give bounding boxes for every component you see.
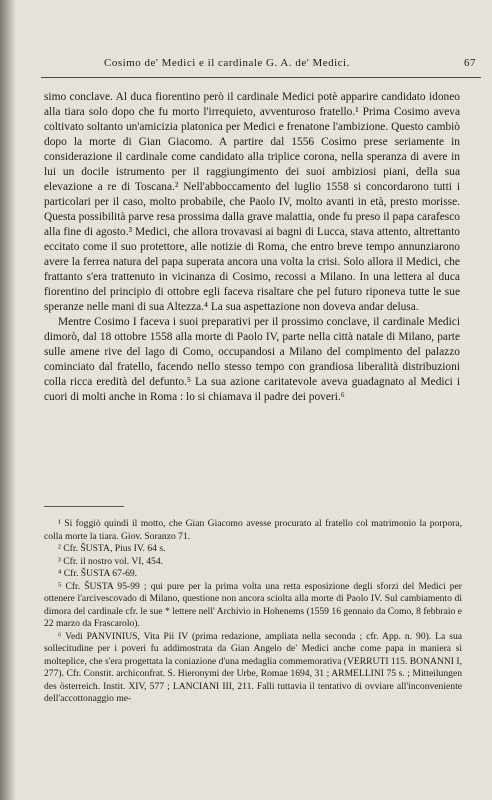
paragraph: simo conclave. Al duca fiorentino però il cardinale Medici potè apparire candidato idoneo alla tiara solo dopo che fu morto l'irrequieto, avventuroso fratello.¹ Prima Cosimo aveva coltivato soltanto un'amicizia platonica per Medici e frenatone l'ambizione. Questo cambiò dopo la morte di Gian Giacomo. A partire dal 1556 Cosimo prese seriamente in considerazione il cardinale come candidato alla triplice corona, nella speranza di avere in lui un docile istrumento per il raggiungimento dei suoi ambiziosi piani, della sua elevazione a re di Toscana.² Nell'abboccamento del luglio 1558 si concordarono tutti i particolari per il caso, molto probabile, che Paolo IV, molto avanti in età, presto morisse. Questa possibilità parve resa prossima dalla grave malattia, onde fu preso il papa carafesco alla fine di agosto.³ Medici, che allora trovavasi ai bagni di Lucca, stava attento, altrettanto eccitato come il suo protettore, alle notizie di Roma, che entro breve tempo annunziarono avere la ferrea natura del papa superata ancora una volta la crisi. Solo allora il Medici, che frattanto s'era trattenuto in vicinanza di Cosimo, recossi a Milano. In una lettera al duca fiorentino del principio di ottobre egli faceva risaltare che pel futuro riponeva tutte le sue speranze nelle mani di sua Altezza.⁴ La sua aspettazione non doveva andar delusa.: [44, 91, 460, 313]
page-number: 67: [464, 57, 476, 69]
page-gutter-shadow: [0, 0, 16, 800]
paragraph: Mentre Cosimo I faceva i suoi preparativi per il prossimo conclave, il cardinale Medici dimorò, dal 18 ottobre 1558 alla morte di Paolo IV, parte nella città natale di Milano, parte sulle amene rive del lago di Como, occupandosi a Milano del compimento del palazzo cominciato dal fratello, facendo nello stesso tempo con grandiosa liberalità distribuzioni colla ricca eredità del defunto.⁵ La sua azione caritatevole aveva guadagnato al Medici i cuori di molti anche in Roma : lo si chiamava il padre dei poveri.⁶: [44, 316, 460, 403]
footnote: ⁶ Vedi PANVINIUS, Vita Pii IV (prima redazione, ampliata nella seconda ; cfr. App. n. 90). La sua sollecitudine per i poveri fu addimostrata da Gian Angelo de' Medici anche come papa in maniera sì molteplice, che s'era progettata la coniazione d'una medaglia commemorativa (VERRUTI 115. BONANNI I, 277). Cfr. Constit. archiconfrat. S. Hieronymi der Urbe, Romae 1694, 31 ; ARMELLINI 75 s. ; Mitteilungen des österreich. Instit. XIV, 577 ; LANCIANI III, 211. Falli tuttavia il tentativo di ovviare all'inconveniente dell'accottonaggio me-: [44, 630, 462, 704]
footnotes: [44, 518, 462, 706]
footnote: ⁵ Cfr. ŠUSTA 95-99 ; qui pure per la prima volta una retta esposizione degli sforzi del Medici per ottenere l'arcivescovado di Milano, questione non ancora sciolta alla morte di Paolo IV. Sul cambiamento di dimora del cardinale cfr. le sue * lettere nell' Archivio in Hohenems (1559 16 gennaio da Como, 8 febbraio e 22 marzo da Frascarolo).: [44, 580, 462, 629]
footnote-separator: [44, 506, 124, 507]
footnote: ¹ Si foggiò quindi il motto, che Gian Giacomo avesse procurato al fratello col matrimonio la porpora, colla morte la tiara. Giov. Soranzo 71.: [44, 518, 462, 542]
footnote: ² Cfr. ŠUSTA, Pius IV. 64 s.: [58, 543, 166, 554]
header-rule: [41, 77, 481, 78]
footnote: ³ Cfr. il nostro vol. VI, 454.: [58, 555, 164, 567]
footnote: ⁴ Cfr. ŠUSTA 67-69.: [58, 568, 138, 579]
main-text: [44, 90, 460, 405]
running-title: Cosimo de' Medici e il cardinale G. A. de' Medici.: [104, 57, 350, 69]
